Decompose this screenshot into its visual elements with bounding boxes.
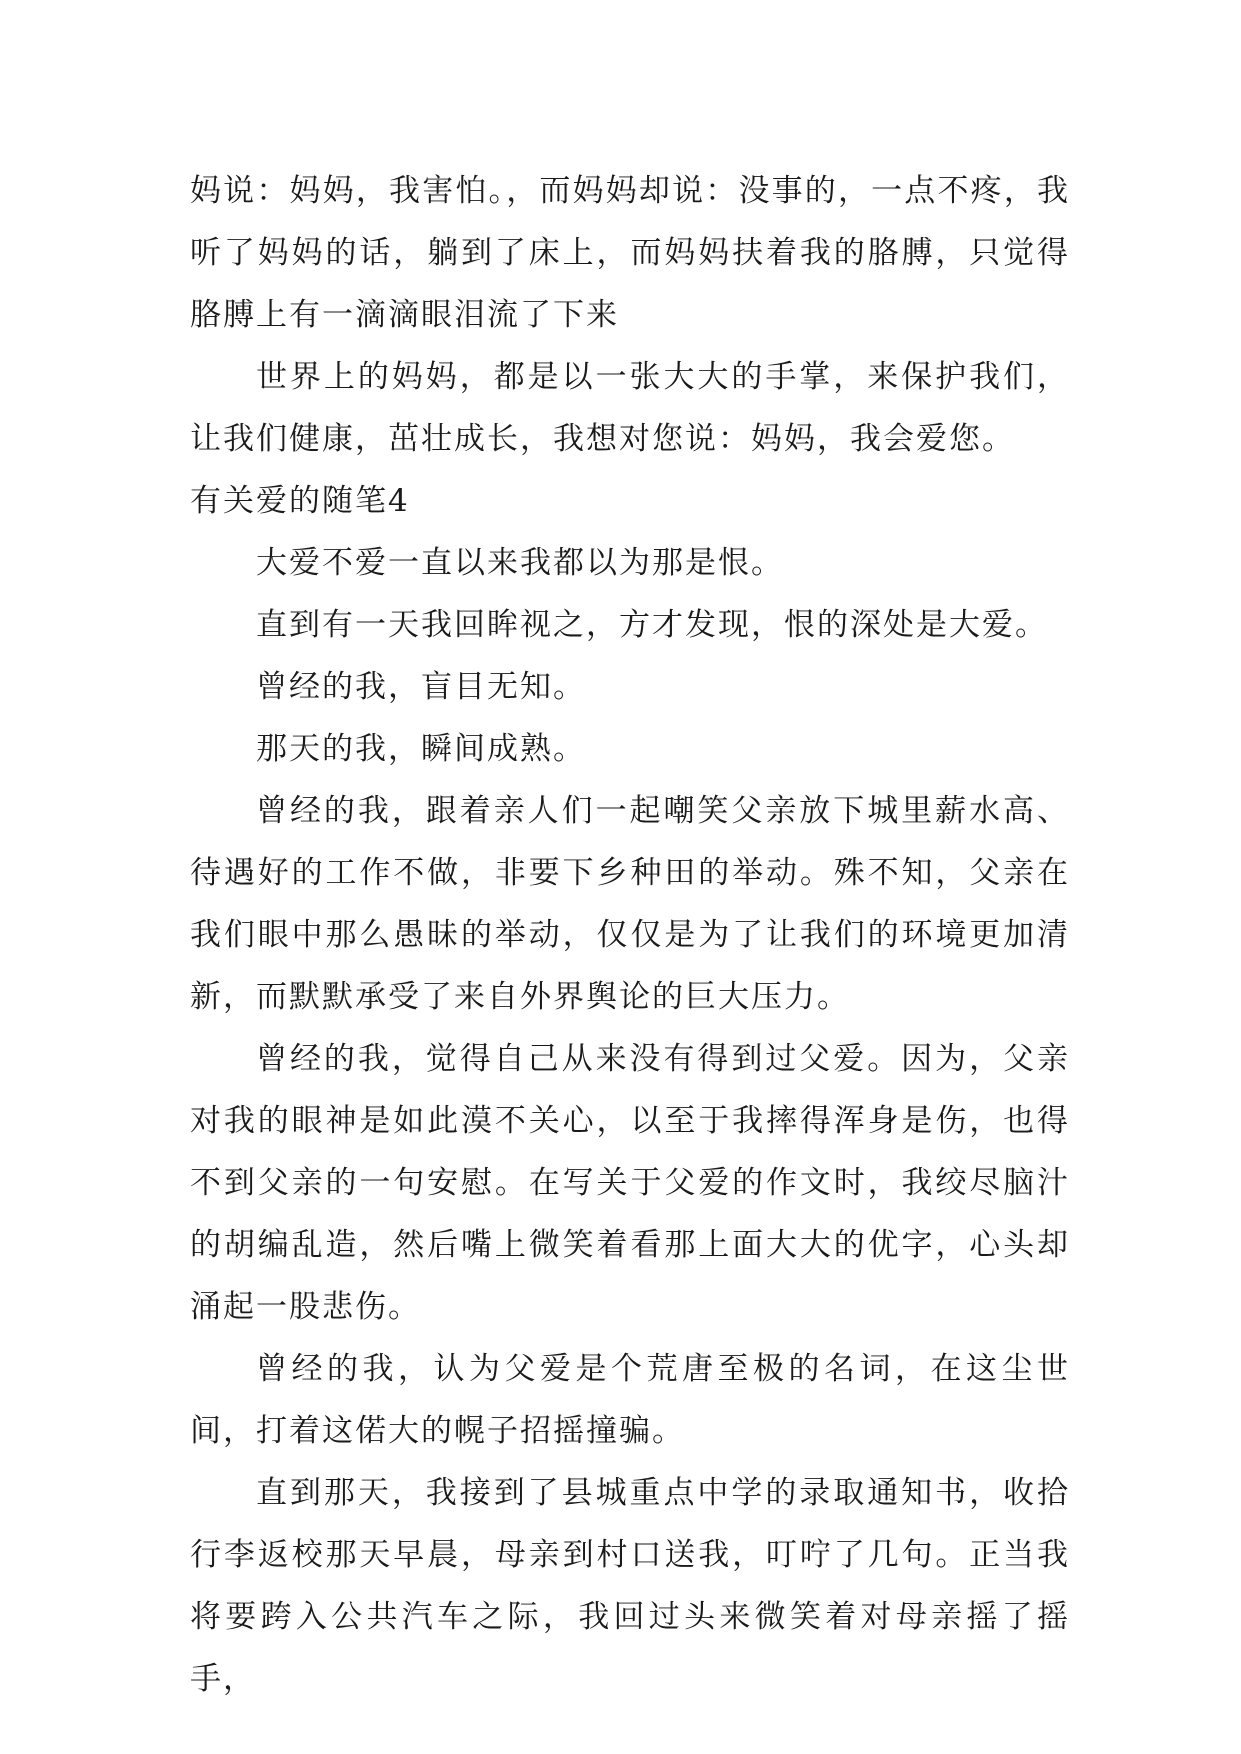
paragraph: 直到那天，我接到了县城重点中学的录取通知书，收拾行李返校那天早晨，母亲到村口送我，叮咛了几句。正当我将要跨入公共汽车之际，我回过头来微笑着对母亲摇了摇手，: [190, 1475, 1070, 1697]
paragraph: 大爱不爱一直以来我都以为那是恨。: [256, 545, 784, 581]
document-body: [190, 160, 1070, 1710]
paragraph: 曾经的我，觉得自己从来没有得到过父爱。因为，父亲对我的眼神是如此漠不关心，以至于我摔得浑身是伤，也得不到父亲的一句安慰。在写关于父爱的作文时，我绞尽脑汁的胡编乱造，然后嘴上微笑着看那上面大大的优字，心头却涌起一股悲伤。: [190, 1041, 1070, 1325]
paragraph: 曾经的我，跟着亲人们一起嘲笑父亲放下城里薪水高、待遇好的工作不做，非要下乡种田的举动。殊不知，父亲在我们眼中那么愚昧的举动，仅仅是为了让我们的环境更加清新，而默默承受了来自外界舆论的巨大压力。: [190, 793, 1070, 1015]
paragraph: 妈说：妈妈，我害怕。，而妈妈却说：没事的，一点不疼，我听了妈妈的话，躺到了床上，而妈妈扶着我的胳膊，只觉得胳膊上有一滴滴眼泪流了下来: [190, 173, 1070, 333]
paragraph: 那天的我，瞬间成熟。: [256, 731, 586, 767]
section-heading: 有关爱的随笔4: [190, 483, 410, 519]
paragraph: 世界上的妈妈，都是以一张大大的手掌，来保护我们，让我们健康，茁壮成长，我想对您说：妈妈，我会爱您。: [190, 359, 1070, 457]
paragraph: 曾经的我，认为父爱是个荒唐至极的名词，在这尘世间，打着这偌大的幌子招摇撞骗。: [190, 1351, 1070, 1449]
paragraph: 直到有一天我回眸视之，方才发现，恨的深处是大爱。: [256, 607, 1048, 643]
paragraph: 曾经的我，盲目无知。: [256, 669, 586, 705]
